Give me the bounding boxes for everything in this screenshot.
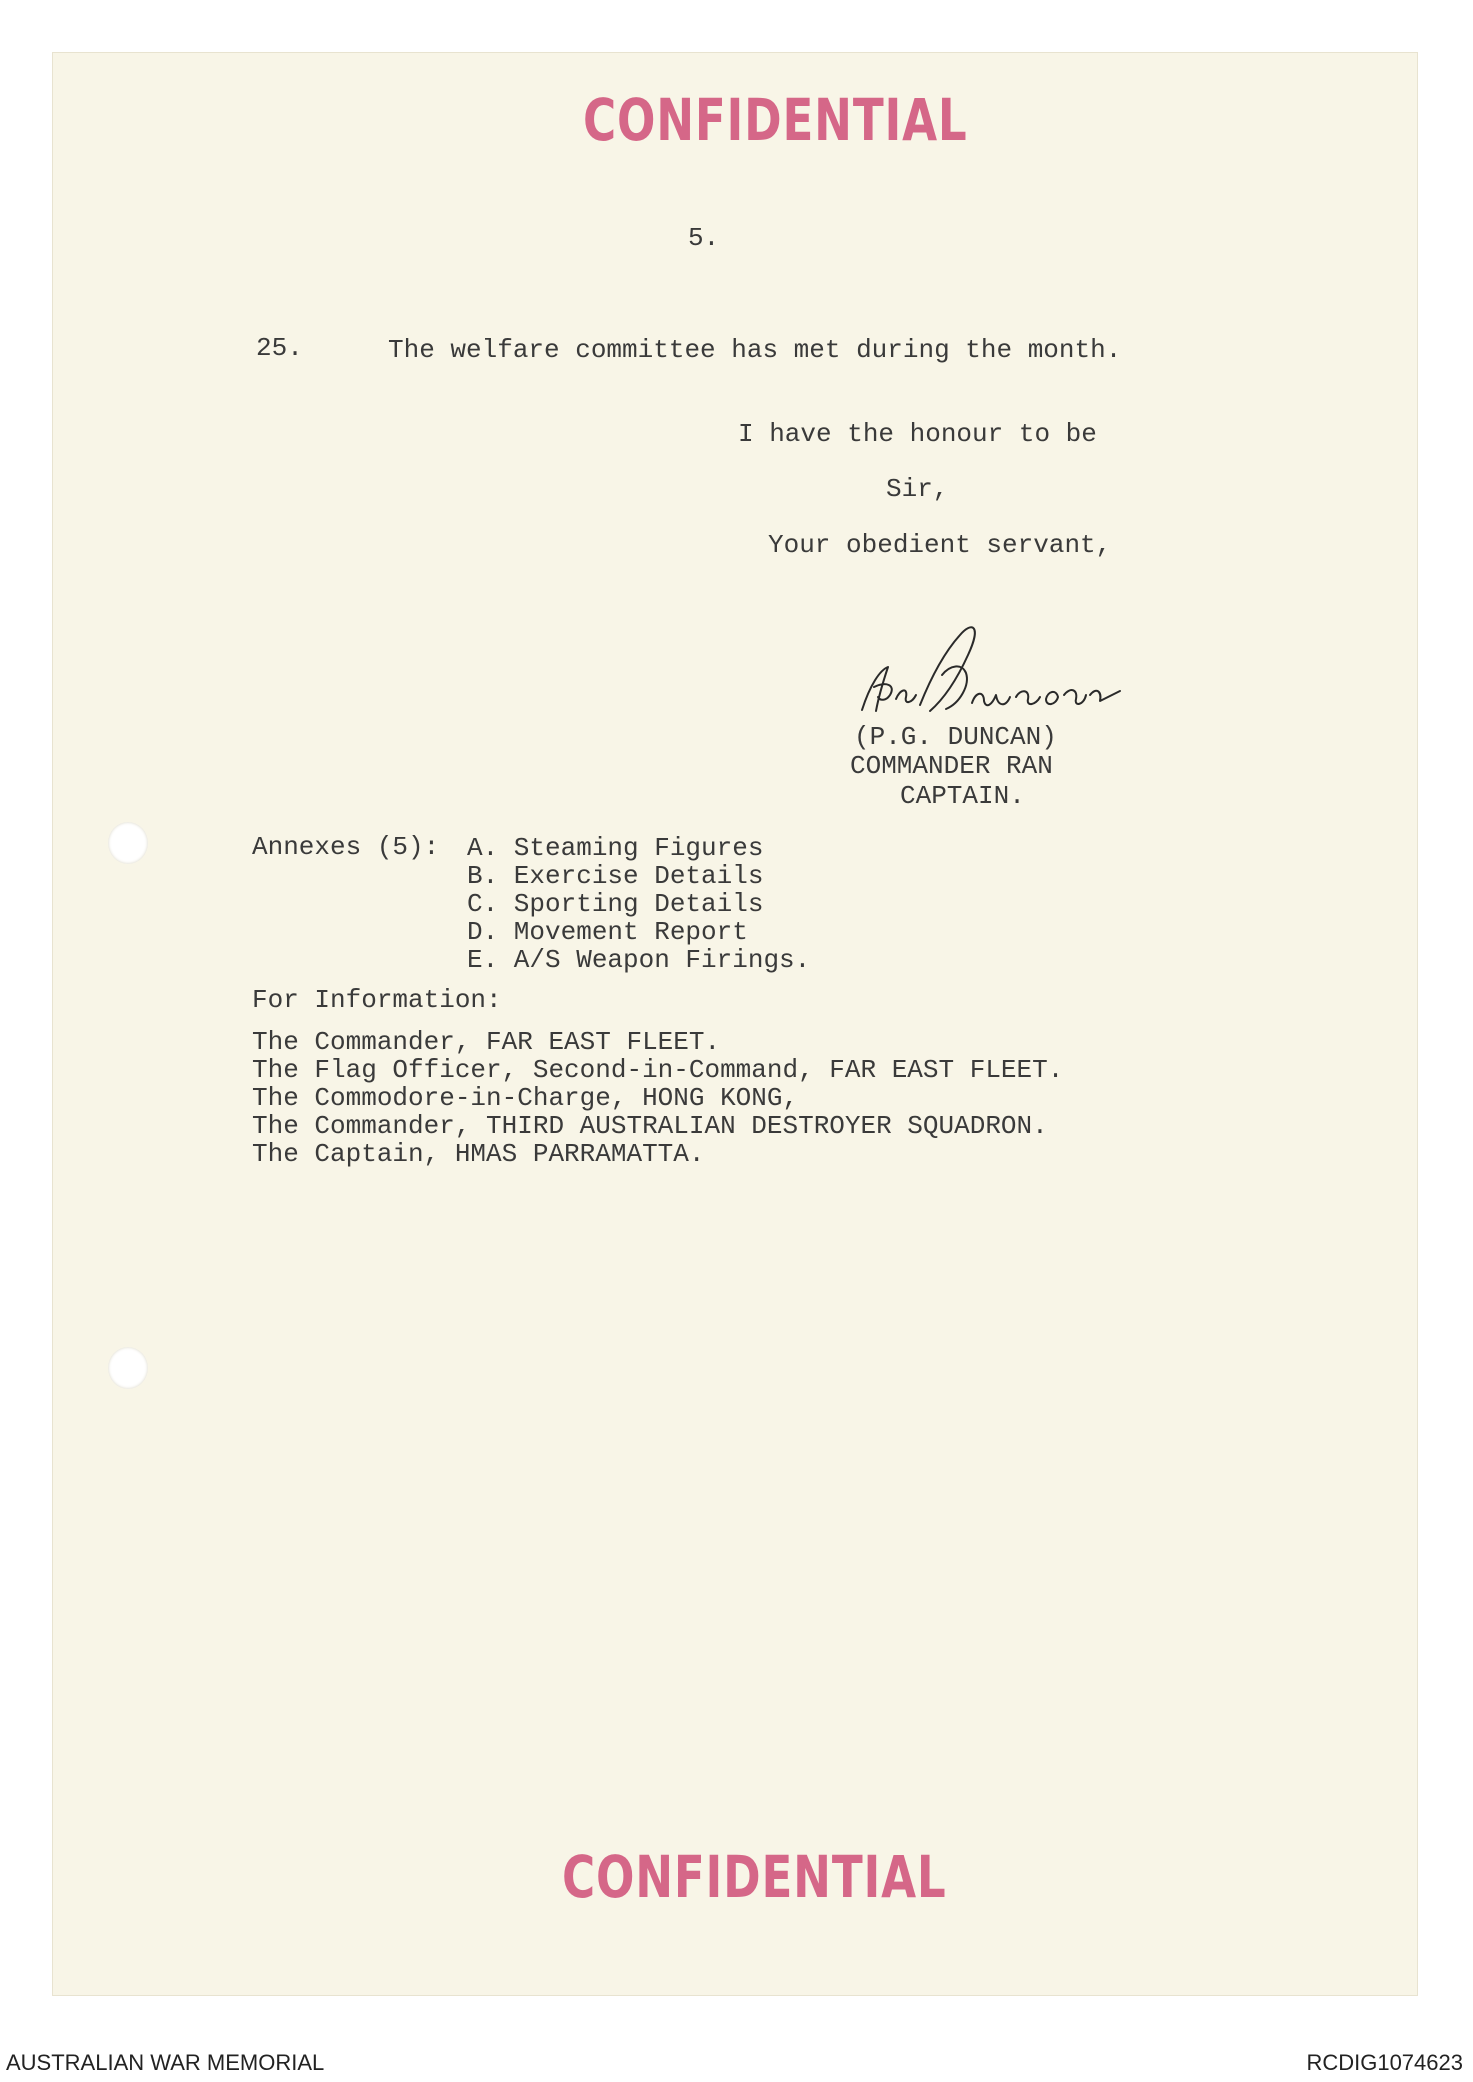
punch-hole-lower <box>108 1347 148 1389</box>
annex-item-b: B. Exercise Details <box>467 861 764 891</box>
closing-line-3: Your obedient servant, <box>768 530 1112 560</box>
paragraph-number: 25. <box>256 333 303 363</box>
recipients-list <box>252 1028 1063 1168</box>
punch-hole-upper <box>108 822 148 864</box>
annex-item-d: D. Movement Report <box>467 917 748 947</box>
recipient-item: The Commander, THIRD AUSTRALIAN DESTROYER SQUADRON. <box>252 1111 1048 1141</box>
signatory-title: CAPTAIN. <box>900 781 1025 811</box>
signature <box>850 615 1130 730</box>
recipient-item: The Flag Officer, Second-in-Command, FAR EAST FLEET. <box>252 1055 1064 1085</box>
recipient-item: The Commander, FAR EAST FLEET. <box>252 1027 721 1057</box>
confidential-stamp-bottom: CONFIDENTIAL <box>562 1843 947 1911</box>
annexes-list <box>467 834 810 974</box>
footer-source: AUSTRALIAN WAR MEMORIAL <box>6 2050 325 2075</box>
paragraph-text: The welfare committee has met during the month. <box>388 335 1122 365</box>
confidential-stamp-top: CONFIDENTIAL <box>583 86 968 154</box>
for-information-label: For Information: <box>252 985 502 1015</box>
footer-id: RCDIG1074623 <box>1306 2050 1463 2075</box>
signatory-rank: COMMANDER RAN <box>850 751 1053 781</box>
closing-line-1: I have the honour to be <box>738 419 1097 449</box>
signatory-name: (P.G. DUNCAN) <box>854 722 1057 752</box>
recipient-item: The Commodore-in-Charge, HONG KONG, <box>252 1083 799 1113</box>
annexes-label: Annexes (5): <box>252 832 440 862</box>
closing-line-2: Sir, <box>886 474 949 504</box>
annex-item-e: E. A/S Weapon Firings. <box>467 945 811 975</box>
recipient-item: The Captain, HMAS PARRAMATTA. <box>252 1139 705 1169</box>
page-number: 5. <box>688 223 720 253</box>
annex-item-c: C. Sporting Details <box>467 889 764 919</box>
annex-item-a: A. Steaming Figures <box>467 833 764 863</box>
